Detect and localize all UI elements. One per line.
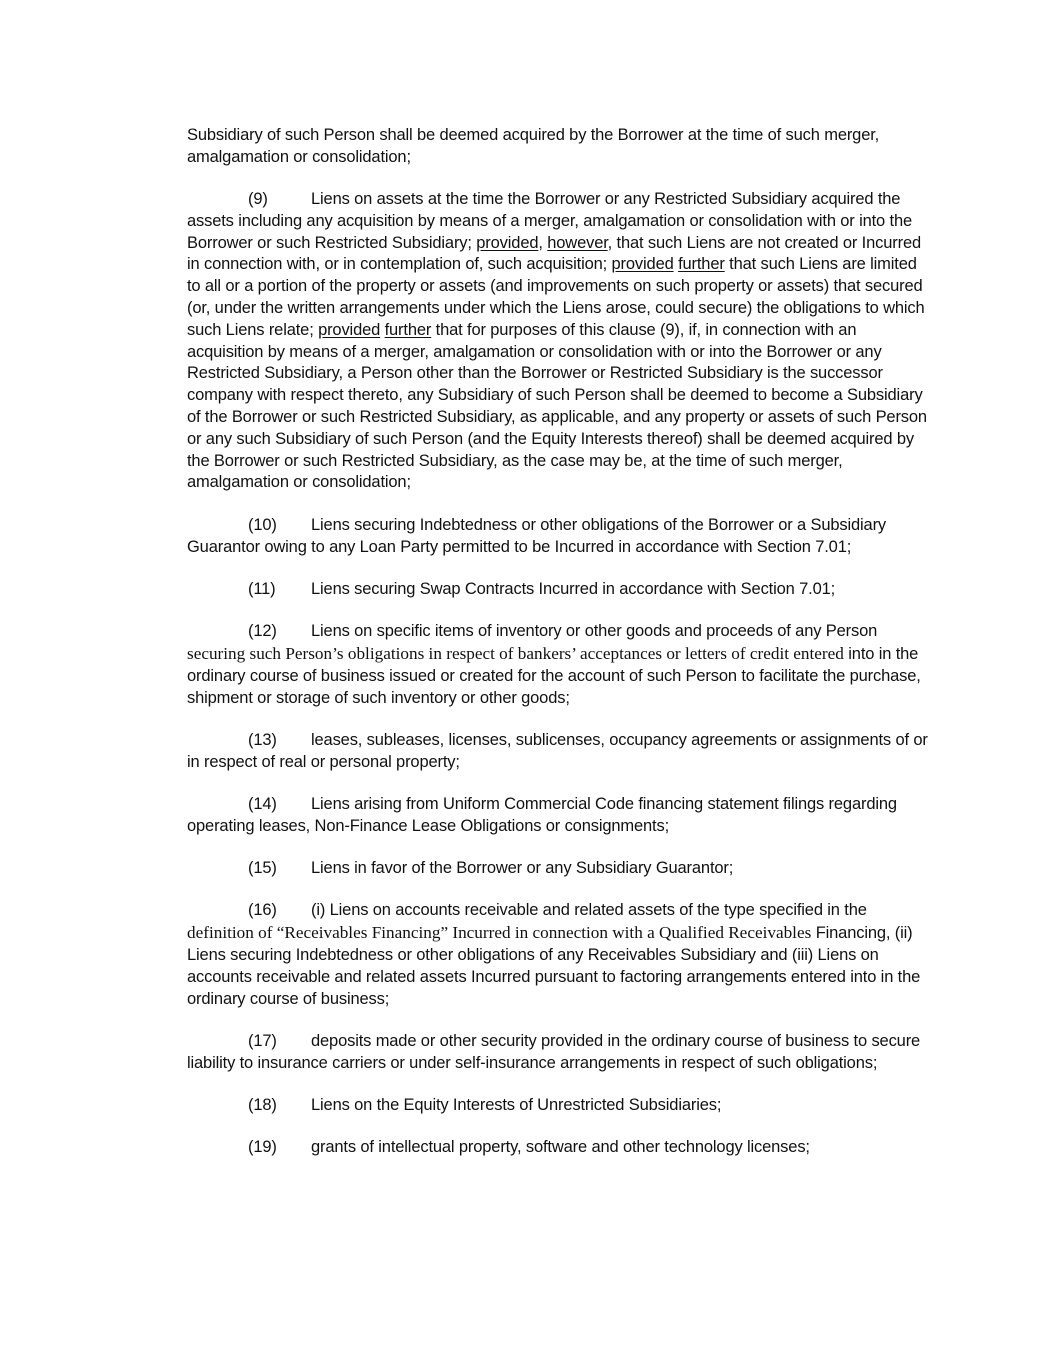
clause-17 [187, 1031, 932, 1075]
clause-text: , that such Liens are not created or Incurred in connection with, or in contemplation of, such acquisition; [187, 233, 922, 274]
clause-text: Liens on the Equity Interests of Unrestricted Subsidiaries; [311, 1095, 722, 1114]
clause-number: (12) [248, 622, 277, 641]
underlined-term: provided [318, 320, 381, 339]
clause-number: (9) [248, 190, 268, 209]
clause-text-serif: definition of “Receivables Financing” Incurred in connection with a Qualified Receivables [187, 923, 812, 943]
clause-text: Liens securing Indebtedness or other obligations of the Borrower or a Subsidiary Guarantor owing to any Loan Party permitted to be Incurred in accordance with Section 7.01; [187, 515, 887, 556]
underlined-term: provided [476, 233, 539, 252]
underlined-term: however [547, 233, 608, 252]
clause-11 [187, 579, 932, 601]
clause-text-serif: securing such Person’s obligations in respect of bankers’ acceptances or letters of credit entered [187, 643, 844, 663]
clause-number: (17) [248, 1031, 277, 1050]
clause-text: , [538, 233, 548, 252]
clause-text: Liens in favor of the Borrower or any Subsidiary Guarantor; [311, 859, 734, 878]
clause-number: (14) [248, 794, 277, 813]
clause-number: (10) [248, 515, 277, 534]
clause-13 [187, 730, 932, 774]
clause-9 [187, 189, 932, 494]
clause-text: into in the ordinary course of business issued or created for the account of such Person to facilitate the purchase, shipment or storage of such inventory or other goods; [187, 644, 921, 707]
clause-text: that for purposes of this clause (9), if, in connection with an acquisition by means of a merger, amalgamation or consolidation with or into the Borrower or any Restricted Subsidiary, a Person other than the Borrower or Restricted Subsidiary is the successor company with respect thereto, any Subsidiary of such Person shall be deemed to become a Subsidiary of the Borrower or such Restricted Subsidiary, as applicable, and any property or assets of such Person or any such Subsidiary of such Person (and the Equity Interests thereof) shall be deemed acquired by the Borrower or such Restricted Subsidiary, as the case may be, at the time of such merger, amalgamation or consolidation; [187, 320, 927, 492]
clause-18 [187, 1095, 932, 1117]
clause-14 [187, 794, 932, 838]
clause-text: that such Liens are limited to all or a portion of the property or assets (and improvements on such property or assets) that secured (or, under the written arrangements under which the Liens arose, could secure) the obligations to which such Liens relate; [187, 255, 925, 339]
clause-number: (15) [248, 859, 277, 878]
clause-number: (13) [248, 730, 277, 749]
clause-number: (18) [248, 1095, 277, 1114]
clause-15 [187, 858, 932, 880]
clause-text: leases, subleases, licenses, sublicenses, occupancy agreements or assignments of or in respect of real or personal property; [187, 730, 928, 771]
clause-19 [187, 1137, 932, 1159]
clause-number: (11) [248, 579, 276, 598]
clause-text: Liens securing Swap Contracts Incurred in accordance with Section 7.01; [311, 579, 836, 598]
underlined-term: further [384, 320, 432, 339]
clause-10 [187, 515, 932, 559]
clause-text: Liens arising from Uniform Commercial Code financing statement filings regarding operating leases, Non-Finance Lease Obligations or consignments; [187, 794, 897, 835]
clause-12 [187, 621, 932, 709]
paragraph-text: Subsidiary of such Person shall be deemed acquired by the Borrower at the time of such merger, amalgamation or consolidation; [187, 126, 880, 166]
clause-number: (16) [248, 901, 277, 920]
clause-text: grants of intellectual property, software and other technology licenses; [311, 1138, 810, 1157]
underlined-term: provided [611, 255, 674, 274]
clause-text: Liens on assets at the time the Borrower or any Restricted Subsidiary acquired the assets including any acquisition by means of a merger, amalgamation or consolidation with or into the Borrower or such Restricted Subsidiary; [187, 190, 913, 252]
clause-text: Financing, (ii) Liens securing Indebtedness or other obligations of any Receivables Subsidiary and (iii) Liens on accounts receivable and related assets Incurred pursuant to factoring arrangements entered into in the ordinary course of business; [187, 924, 921, 1008]
underlined-term: further [678, 255, 725, 274]
clause-text: Liens on specific items of inventory or other goods and proceeds of any Person [311, 622, 878, 641]
paragraph-continuation [187, 125, 932, 169]
document-body [187, 125, 932, 1179]
clause-text: deposits made or other security provided in the ordinary course of business to secure liability to insurance carriers or under self-insurance arrangements in respect of such obligations; [187, 1031, 921, 1072]
clause-text: (i) Liens on accounts receivable and related assets of the type specified in the [311, 901, 867, 920]
clause-number: (19) [248, 1138, 277, 1157]
clause-16 [187, 900, 932, 1010]
